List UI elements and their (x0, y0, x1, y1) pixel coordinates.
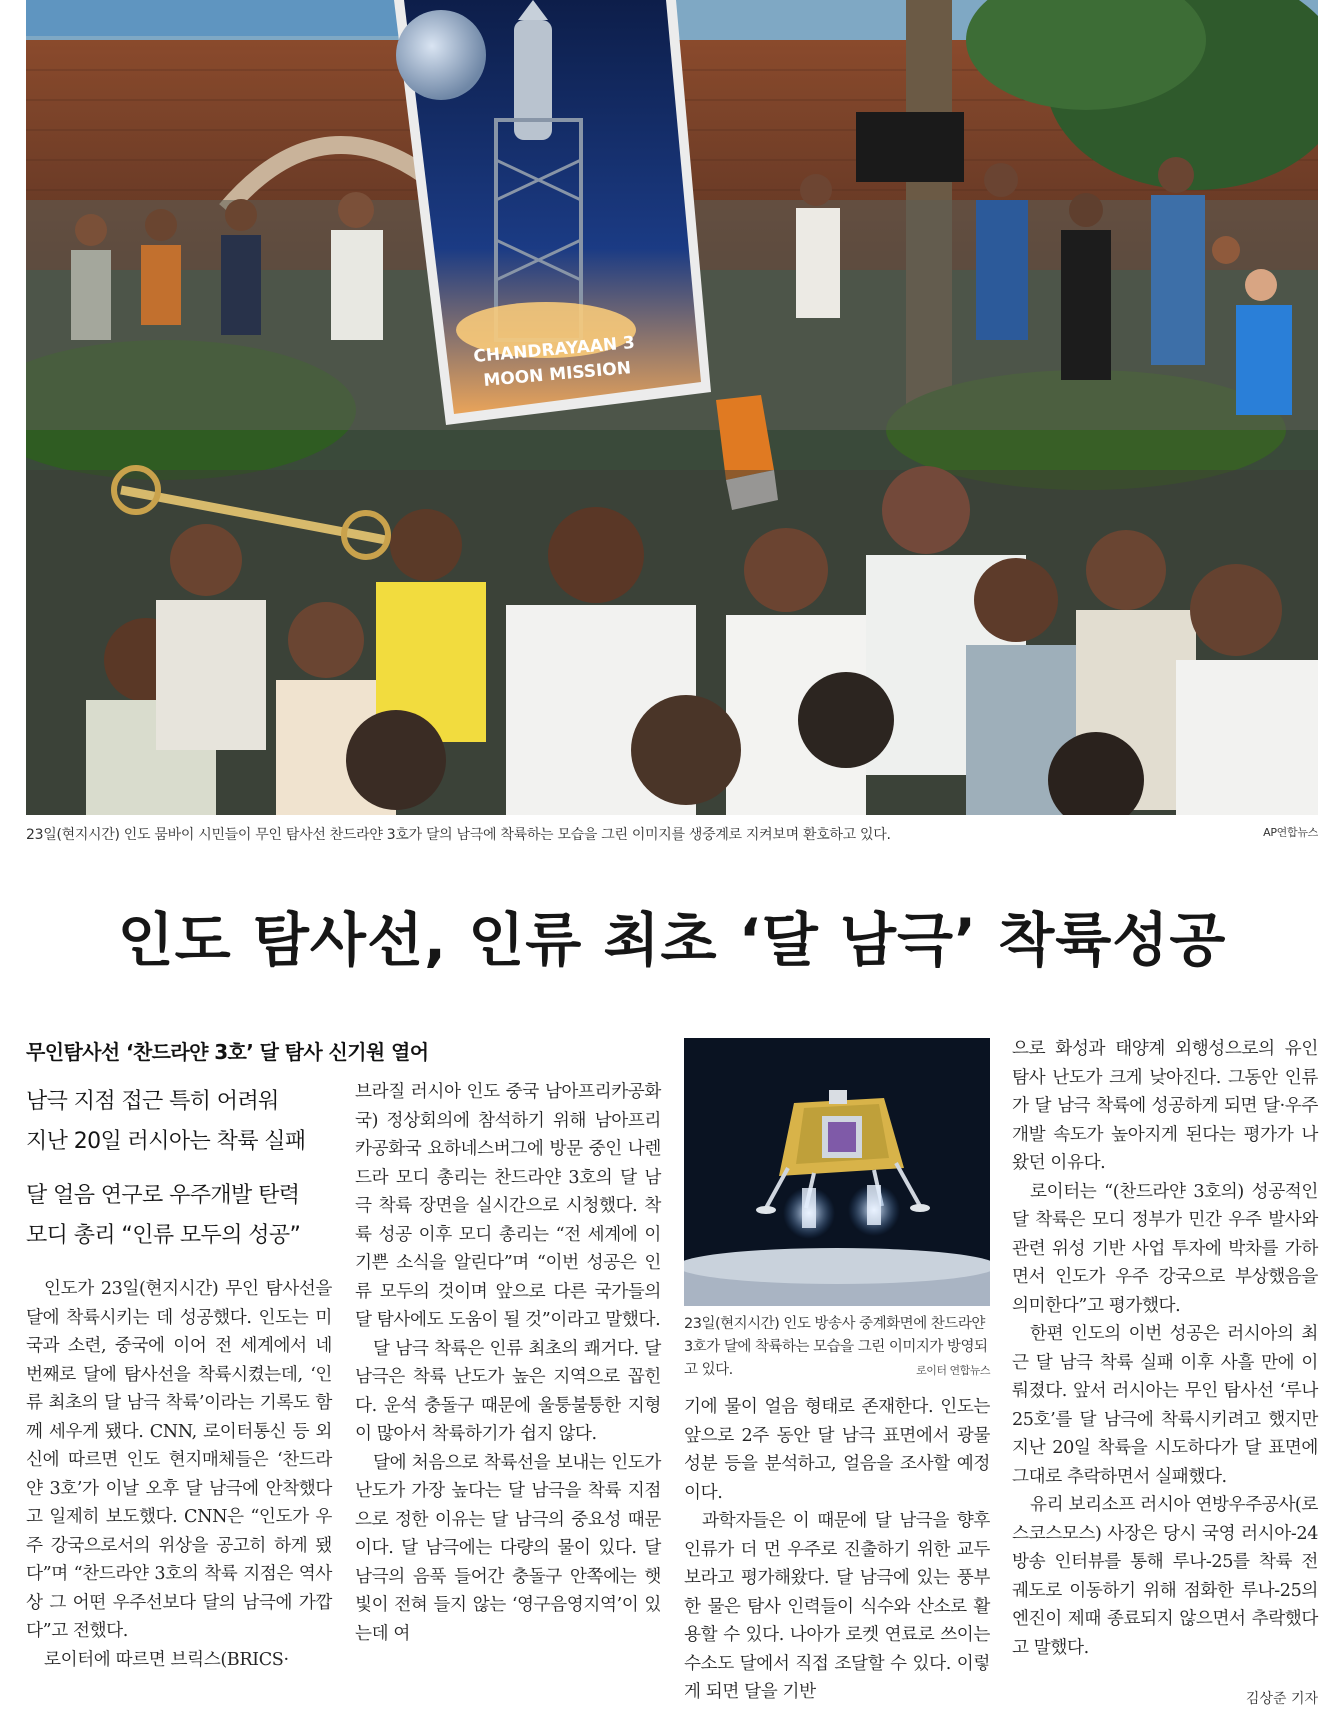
deck-line: 지난 20일 러시아는 착륙 실패 (26, 1129, 306, 1154)
chandrayaan-poster (394, 0, 711, 425)
byline: 김상준 기자 (1245, 1691, 1318, 1707)
crowd-celebration-image (26, 0, 1318, 815)
article-column-1 (26, 1275, 332, 1674)
deck-line: 달 얼음 연구로 우주개발 탄력 (26, 1183, 300, 1208)
lander-caption: 23일(현지시간) 인도 방송사 중계화면에 찬드라얀 3호가 달에 착륙하는 모습을 그린 이미지가 방영되고 있다. (684, 1316, 988, 1378)
article-column-2 (355, 1078, 661, 1648)
poster-title-line1: CHANDRAYAAN 3 (472, 332, 636, 367)
lander-illustration (684, 1038, 990, 1306)
paragraph: 달 남극 착륙은 인류 최초의 쾌거다. 달 남극은 착륙 난도가 높은 지역으로 꼽힌다. 운석 충돌구 때문에 울퉁불퉁한 지형이 많아서 착륙하기가 쉽지 않다. (355, 1338, 661, 1444)
article-column-3 (684, 1393, 990, 1707)
paragraph: 로이터에 따르면 브릭스(BRICS· (44, 1649, 289, 1670)
deck-line: 남극 지점 접근 특히 어려워 (26, 1089, 279, 1114)
poster-title-line2: MOON MISSION (482, 358, 632, 391)
subheadline: 무인탐사선 ‘찬드라얀 3호’ 달 탐사 신기원 열어 (26, 1040, 429, 1064)
paragraph: 브라질 러시아 인도 중국 남아프리카공화국) 정상회의에 참석하기 위해 남아프리카공화국 요하네스버그에 방문 중인 나렌드라 모디 총리는 찬드라얀 3호의 달 남극 착륙 장면을 실시간으로 시청했다. 착륙 성공 이후 모디 총리는 “전 세계에 이 기쁜 소식을 알린다”며 “이번 성공은 인류 모두의 것이며 앞으로 다른 국가들의 달 탐사에도 도움이 될 것”이라고 말했다. (355, 1082, 661, 1330)
photo-credit: AP연합뉴스 (1263, 826, 1318, 839)
main-photo (26, 0, 1318, 815)
lander-credit: 로이터 연합뉴스 (916, 1364, 990, 1377)
paragraph: 으로 화성과 태양계 외행성으로의 유인 탐사 난도가 크게 낮아진다. 그동안 인류가 달 남극 착륙에 성공하게 되면 달·우주 개발 속도가 높아지게 된다는 평가가 나왔던 이유다. (1012, 1039, 1318, 1173)
article-column-4 (1012, 1035, 1318, 1662)
lander-caption-block (684, 1313, 990, 1382)
deck-line: 모디 총리 “인류 모두의 성공” (26, 1223, 301, 1248)
photo-caption: 23일(현지시간) 인도 뭄바이 시민들이 무인 탐사선 찬드라얀 3호가 달의 남극에 착륙하는 모습을 그린 이미지를 생중계로 지켜보며 환호하고 있다. (26, 827, 891, 843)
paragraph: 기에 물이 얼음 형태로 존재한다. 인도는 앞으로 2주 동안 달 남극 표면에서 광물 성분 등을 분석하고, 얼음을 조사할 예정이다. (684, 1397, 990, 1503)
lander-image (684, 1038, 990, 1306)
paragraph: 한편 인도의 이번 성공은 러시아의 최근 달 남극 착륙 실패 이후 사흘 만에 이뤄졌다. 앞서 러시아는 무인 탐사선 ‘루나 25호’를 달 남극에 착륙시키려고 했지만 지난 20일 착륙을 시도하다가 달 표면에 그대로 추락하면서 실패했다. (1012, 1324, 1318, 1487)
paragraph: 달에 처음으로 착륙선을 보내는 인도가 난도가 가장 높다는 달 남극을 착륙 지점으로 정한 이유는 달 남극의 중요성 때문이다. 달 남극에는 다량의 물이 있다. 달 남극의 음푹 들어간 충돌구 안쪽에는 햇빛이 전혀 들지 않는 ‘영구음영지역’이 있는데 여 (355, 1452, 661, 1644)
headline: 인도 탐사선, 인류 최초 ‘달 남극’ 착륙성공 (117, 906, 1227, 974)
deck (26, 1082, 326, 1256)
paragraph: 과학자들은 이 때문에 달 남극을 향후 인류가 더 먼 우주로 진출하기 위한 교두보라고 평가해왔다. 달 남극에 있는 풍부한 물은 탐사 인력들이 식수와 산소로 활용할 수 있다. 나아가 로켓 연료로 쓰이는 수소도 달에서 직접 조달할 수 있다. 이렇게 되면 달을 기반 (684, 1511, 990, 1702)
paragraph: 인도가 23일(현지시간) 무인 탐사선을 달에 착륙시키는 데 성공했다. 인도는 미국과 소련, 중국에 이어 전 세계에서 네 번째로 달에 탐사선을 착륙시켰는데, ‘인류 최초의 달 남극 착륙’이라는 기록도 함께 세우게 됐다. CNN, 로이터통신 등 외신에 따르면 인도 현지매체들은 ‘찬드라얀 3호’가 이날 오후 달 남극에 안착했다고 일제히 보도했다. CNN은 “인도가 우주 강국으로서의 위상을 공고히 하게 됐다”며 “찬드라얀 3호의 착륙 지점은 역사상 그 어떤 우주선보다 달의 남극에 가깝다”고 전했다. (26, 1279, 332, 1641)
paragraph: 로이터는 “(찬드라얀 3호의) 성공적인 달 착륙은 모디 정부가 민간 우주 발사와 관련 위성 기반 사업 투자에 박차를 가하면서 인도가 우주 강국으로 부상했음을 의미한다”고 평가했다. (1012, 1181, 1318, 1316)
paragraph: 유리 보리소프 러시아 연방우주공사(로스코스모스) 사장은 당시 국영 러시아-24 방송 인터뷰를 통해 루나-25를 착륙 전 궤도로 이동하기 위해 점화한 루나-25의 엔진이 제때 종료되지 않으면서 추락했다고 말했다. (1012, 1495, 1318, 1658)
